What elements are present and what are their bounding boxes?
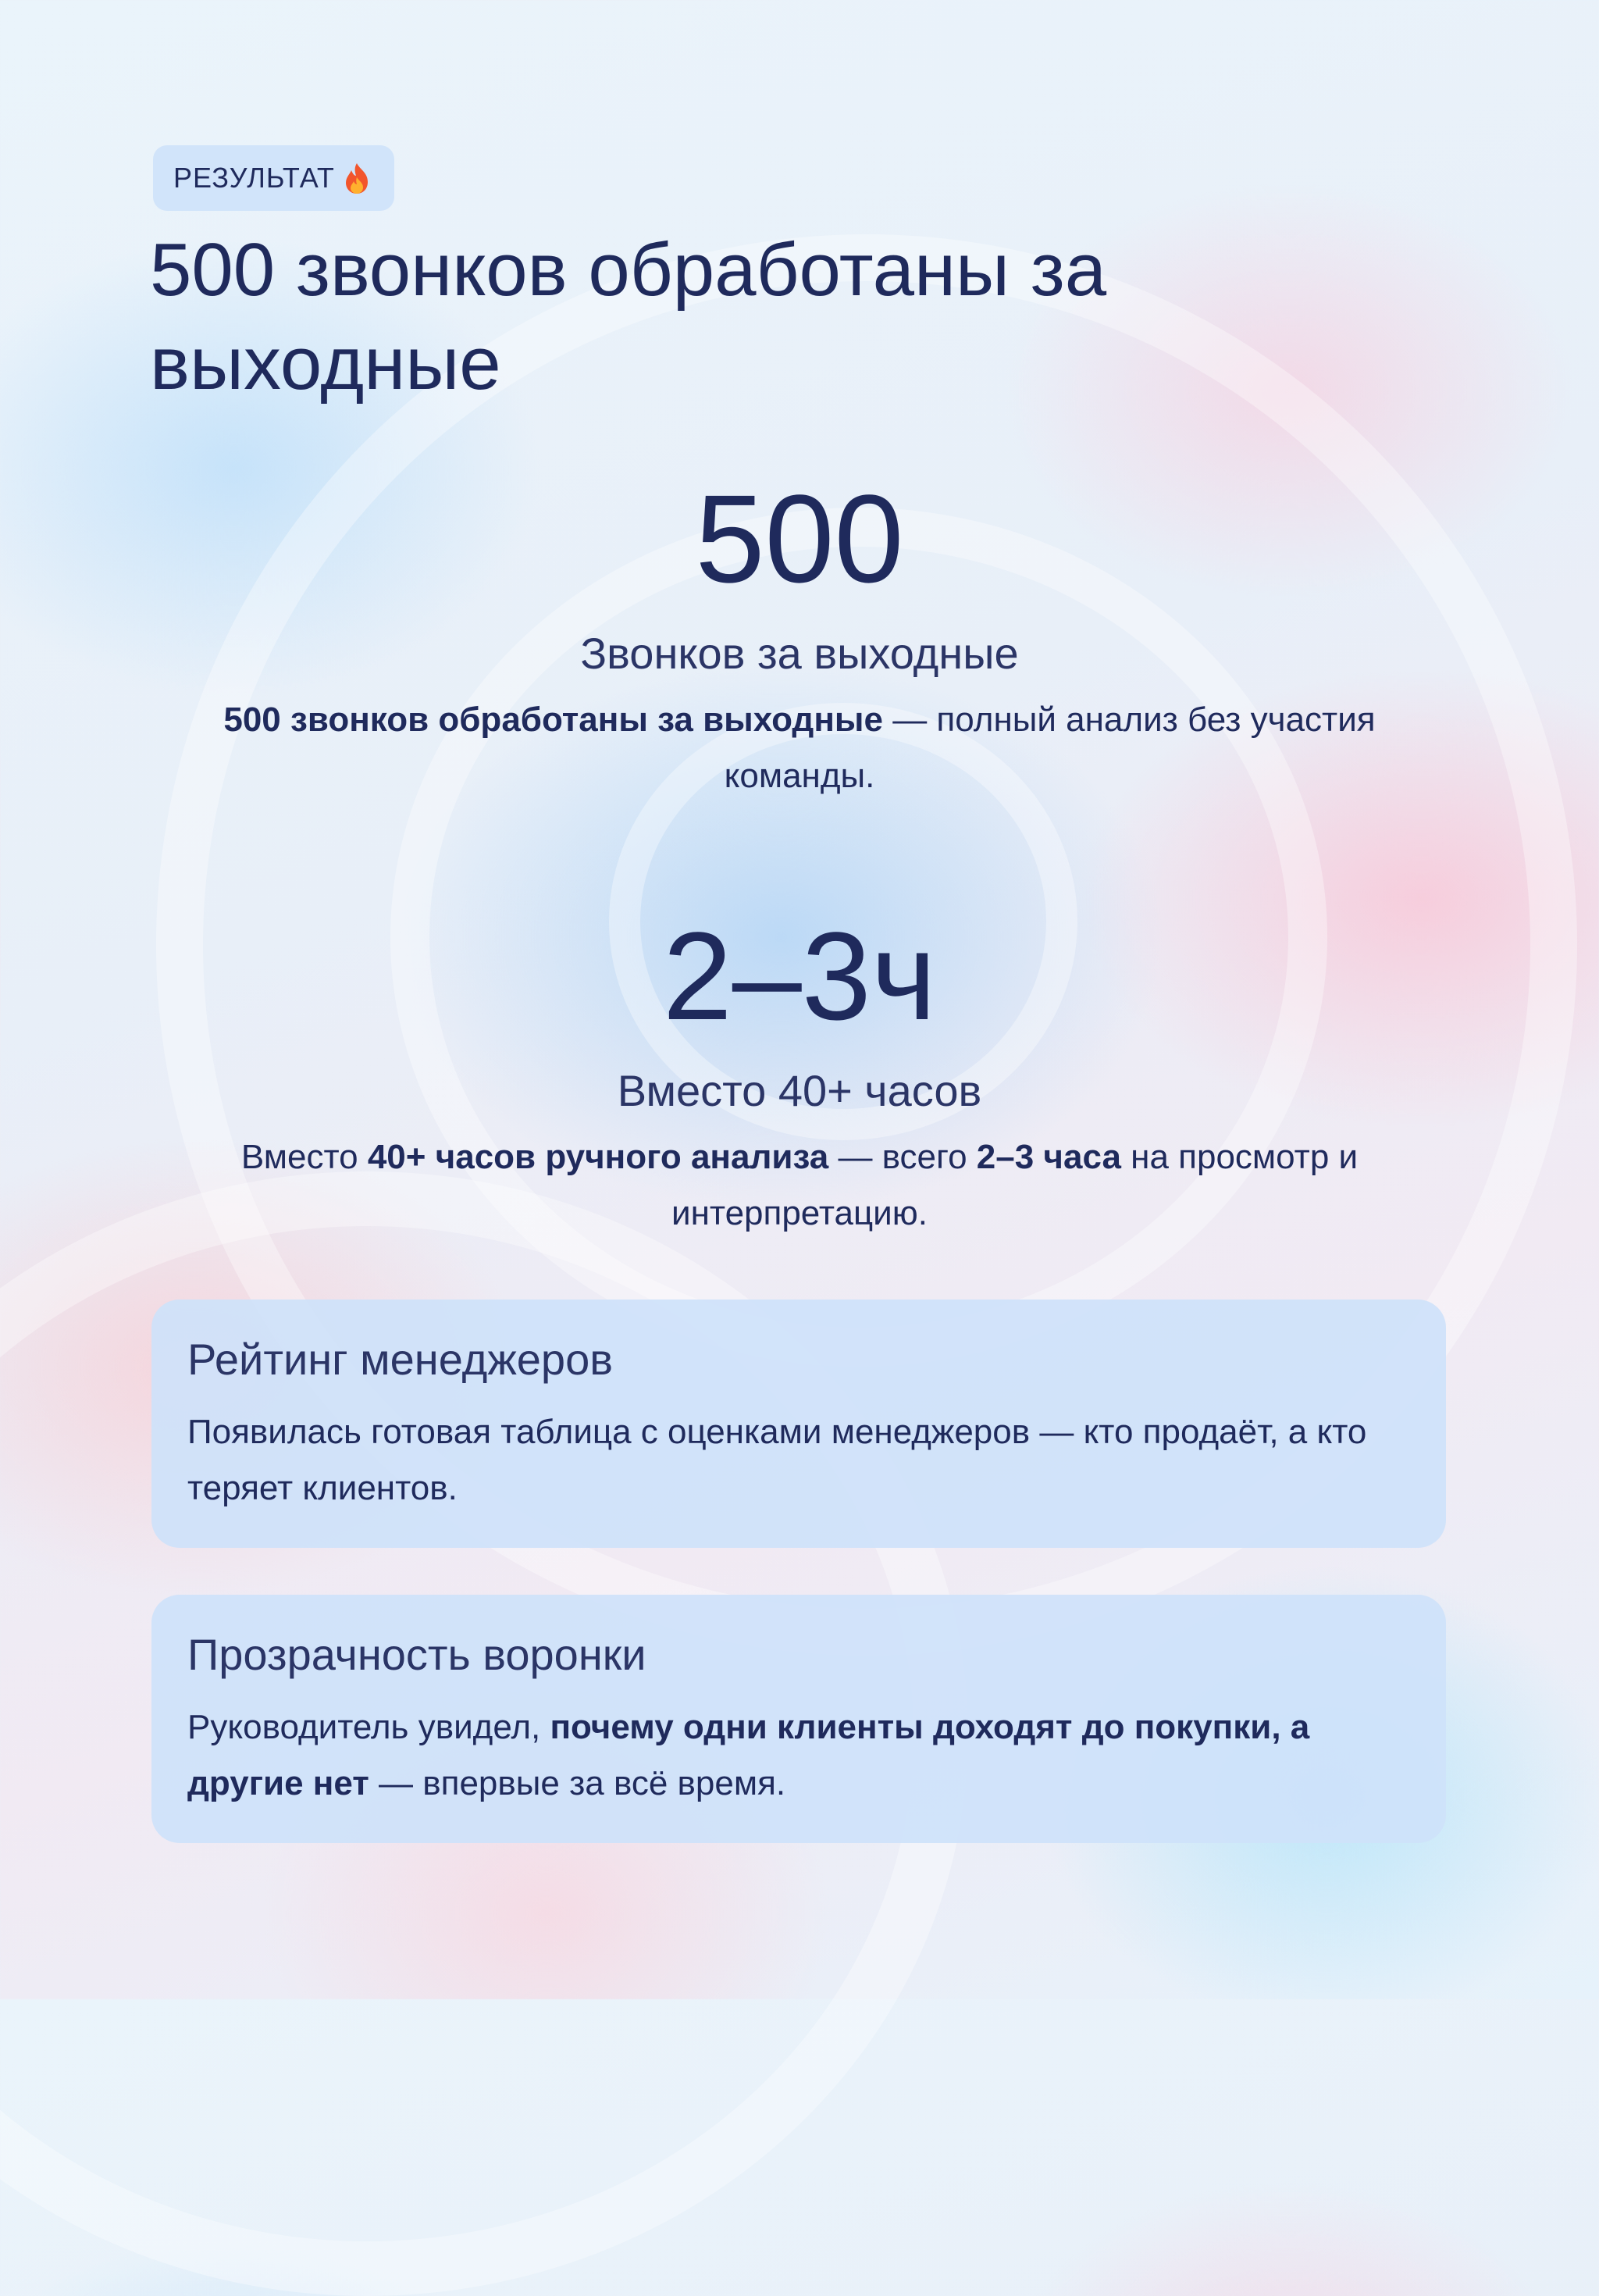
stat-description-bold: 500 звонков обработаны за выходные — [223, 701, 883, 739]
card-text-bold: почему одни клиенты доходят до покупки, а другие нет — [187, 1708, 1310, 1802]
stat-label: Вместо 40+ часов — [617, 1066, 982, 1115]
stat-description-text: — полный анализ без участия команды. — [724, 701, 1376, 795]
card-title: Прозрачность воронки — [187, 1630, 646, 1679]
stat-value: 2–3ч — [662, 906, 937, 1046]
stat-description-text: — всего — [828, 1138, 977, 1176]
stat-description-bold: 40+ часов ручного анализа — [367, 1138, 829, 1176]
card-funnel-transparency — [151, 1595, 1446, 1843]
stat-calls — [0, 469, 1599, 804]
stat-description — [206, 692, 1393, 804]
stat-description-text: Вместо — [240, 1138, 368, 1176]
stat-description — [144, 1129, 1455, 1242]
card-text-part: — впервые за всё время. — [369, 1764, 786, 1802]
result-badge — [153, 145, 394, 211]
card-text-part: Руководитель увидел, — [187, 1708, 550, 1746]
card-manager-rating — [151, 1300, 1446, 1548]
fire-icon — [343, 162, 371, 194]
card-text — [187, 1699, 1410, 1812]
stat-description-bold: 2–3 часа — [976, 1138, 1121, 1176]
stat-label: Звонков за выходные — [580, 629, 1019, 678]
card-text: Появилась готовая таблица с оценками менеджеров — кто продаёт, а кто теряет клиентов. — [187, 1413, 1367, 1507]
card-title: Рейтинг менеджеров — [187, 1335, 613, 1384]
page-title: 500 звонков обработаны за выходные — [150, 228, 1107, 405]
stat-description-text: на просмотр и интерпретацию. — [671, 1138, 1359, 1232]
stat-hours — [0, 906, 1599, 1242]
badge-label: РЕЗУЛЬТАТ — [173, 162, 335, 194]
stat-value: 500 — [695, 469, 904, 608]
